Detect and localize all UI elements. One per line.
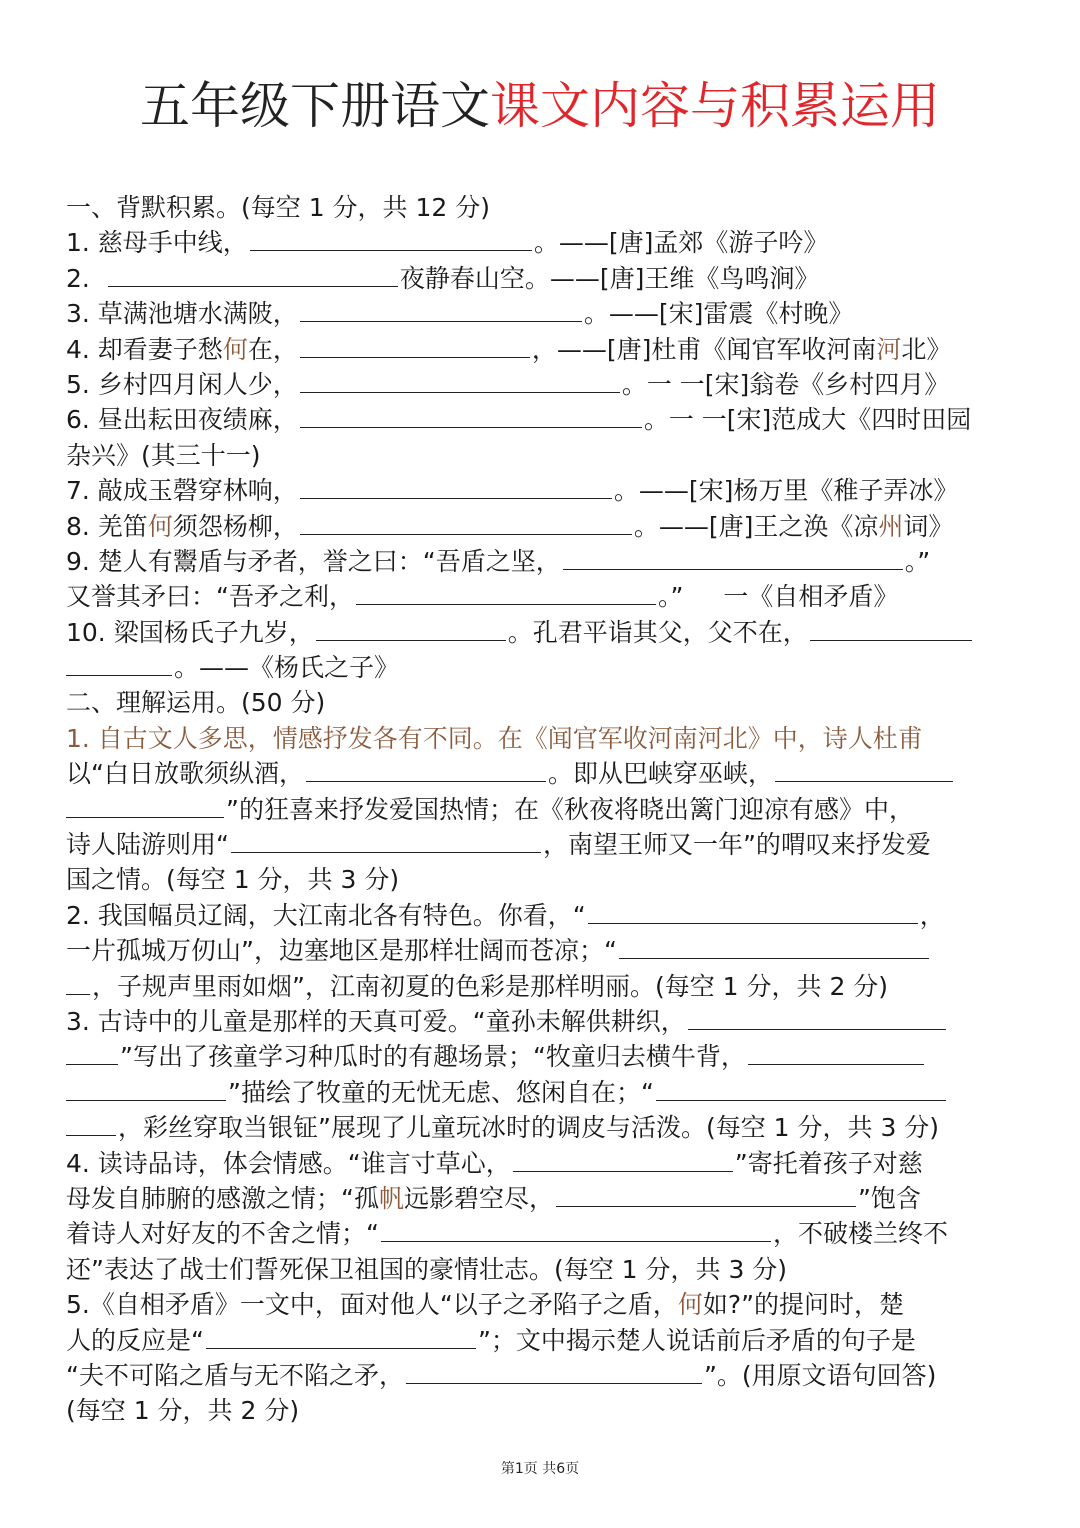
title-part-black: 五年级下册语文 bbox=[140, 77, 490, 135]
question-10: 10. 梁国杨氏子九岁， 。孔君平诣其父，父不在， bbox=[66, 615, 1018, 650]
answer-blank[interactable] bbox=[619, 934, 929, 959]
answer-blank[interactable] bbox=[66, 1076, 226, 1101]
answer-blank[interactable] bbox=[688, 1005, 946, 1030]
answer-blank[interactable] bbox=[513, 1147, 733, 1172]
part-5-line-3: “夫不可陷之盾与无不陷之矛， ”。(用原文语句回答) bbox=[66, 1360, 937, 1390]
answer-blank[interactable] bbox=[381, 1217, 771, 1242]
part-1-line-1: 1. 自古文人多思，情感抒发各有不同。在《闻官军收河南河北》中，诗人杜甫 bbox=[66, 723, 923, 753]
section-1-header: 一、背默积累。(每空 1 分，共 12 分) bbox=[66, 193, 491, 222]
answer-blank[interactable] bbox=[810, 616, 972, 641]
question-2: 2. 夜静春山空。——[唐]王维《鸟鸣涧》 bbox=[66, 263, 820, 293]
section-2-header: 二、理解运用。(50 分) bbox=[66, 688, 326, 718]
part-1-line-4: 诗人陆游则用“ ，南望王师又一年”的喟叹来抒发爱 bbox=[66, 830, 931, 860]
question-9: 9. 楚人有鬻盾与矛者，誉之曰：“吾盾之坚， 。” bbox=[66, 546, 931, 576]
answer-blank[interactable] bbox=[66, 970, 90, 995]
part-5-line-4: (每空 1 分，共 2 分) bbox=[66, 1396, 300, 1426]
answer-blank[interactable] bbox=[108, 262, 398, 287]
part-3-line-4: ，彩丝穿取当银钲”展现了儿童玩冰时的调皮与活泼。(每空 1 分，共 3 分) bbox=[66, 1110, 1018, 1145]
question-6-continued: 杂兴》(其三十一) bbox=[66, 440, 261, 470]
question-3: 3. 草满池塘水满陂， 。——[宋]雷震《村晚》 bbox=[66, 299, 854, 329]
page-title bbox=[0, 72, 1080, 140]
part-3-line-2: ”写出了孩童学习种瓜时的有趣场景；“牧童归去横牛背， bbox=[66, 1039, 1018, 1074]
answer-blank[interactable] bbox=[588, 899, 918, 924]
answer-blank[interactable] bbox=[300, 333, 530, 358]
answer-blank[interactable] bbox=[66, 1040, 118, 1065]
answer-blank[interactable] bbox=[66, 1111, 116, 1136]
answer-blank[interactable] bbox=[563, 545, 903, 570]
answer-blank[interactable] bbox=[406, 1359, 702, 1384]
title-part-red: 课文内容与积累运用 bbox=[490, 77, 940, 135]
answer-blank[interactable] bbox=[66, 651, 172, 676]
answer-blank[interactable] bbox=[206, 1324, 476, 1349]
answer-blank[interactable] bbox=[300, 368, 620, 393]
part-5-line-2: 人的反应是“ ”；文中揭示楚人说话前后矛盾的句子是 bbox=[66, 1325, 916, 1355]
part-3-line-1: 3. 古诗中的儿童是那样的天真可爱。“童孙未解供耕织， bbox=[66, 1004, 1018, 1039]
part-1-line-3: ”的狂喜来抒发爱国热情；在《秋夜将晓出篱门迎凉有感》中， bbox=[66, 792, 1018, 827]
question-6: 6. 昼出耘田夜绩麻， 。一 一[宋]范成大《四时田园 bbox=[66, 405, 972, 435]
part-4-line-3: 着诗人对好友的不舍之情；“ ，不破楼兰终不 bbox=[66, 1219, 948, 1249]
answer-blank[interactable] bbox=[300, 403, 642, 428]
part-4-line-1: 4. 读诗品诗，体会情感。“谁言寸草心， ”寄托着孩子对慈 bbox=[66, 1148, 923, 1178]
question-9-continued: 又誉其矛曰：“吾矛之利， 。” 一《自相矛盾》 bbox=[66, 582, 899, 612]
part-2-line-3: ，子规声里雨如烟”，江南初夏的色彩是那样明丽。(每空 1 分，共 2 分) bbox=[66, 969, 1018, 1004]
part-1-line-2: 以“白日放歌须纵酒， 。即从巴峡穿巫峡， bbox=[66, 756, 1018, 791]
answer-blank[interactable] bbox=[300, 474, 612, 499]
answer-blank[interactable] bbox=[356, 580, 656, 605]
question-5: 5. 乡村四月闲人少， 。一 一[宋]翁卷《乡村四月》 bbox=[66, 369, 950, 399]
question-1: 1. 慈母手中线， 。——[唐]孟郊《游子吟》 bbox=[66, 228, 829, 258]
part-5-line-1: 5.《自相矛盾》一文中，面对他人“以子之矛陷子之盾，何如?”的提问时，楚 bbox=[66, 1290, 905, 1320]
worksheet-content bbox=[66, 190, 1018, 1429]
answer-blank[interactable] bbox=[231, 828, 541, 853]
answer-blank[interactable] bbox=[556, 1182, 856, 1207]
answer-blank[interactable] bbox=[300, 297, 582, 322]
answer-blank[interactable] bbox=[306, 757, 546, 782]
answer-blank[interactable] bbox=[775, 757, 953, 782]
part-4-line-4: 还”表达了战士们誓死保卫祖国的豪情壮志。(每空 1 分，共 3 分) bbox=[66, 1254, 788, 1284]
question-7: 7. 敲成玉磬穿林响， 。——[宋]杨万里《稚子弄冰》 bbox=[66, 476, 959, 506]
page-number: 第1页 共6页 bbox=[500, 1461, 580, 1477]
answer-blank[interactable] bbox=[316, 616, 506, 641]
part-1-line-5: 国之情。(每空 1 分，共 3 分) bbox=[66, 865, 400, 895]
answer-blank[interactable] bbox=[66, 793, 224, 818]
question-10-continued: 。——《杨氏之子》 bbox=[66, 650, 1018, 685]
answer-blank[interactable] bbox=[656, 1076, 946, 1101]
part-3-line-3: ”描绘了牧童的无忧无虑、悠闲自在；“ bbox=[66, 1075, 1018, 1110]
part-2-line-2: 一片孤城万仞山”，边塞地区是那样壮阔而苍凉；“ bbox=[66, 933, 1018, 968]
part-2-line-1: 2. 我国幅员辽阔，大江南北各有特色。你看，“ ， bbox=[66, 900, 945, 930]
question-8: 8. 羌笛何须怨杨柳， 。——[唐]王之涣《凉州词》 bbox=[66, 511, 954, 541]
answer-blank[interactable] bbox=[748, 1040, 924, 1065]
question-4: 4. 却看妻子愁何在， ，——[唐]杜甫《闻官军收河南河北》 bbox=[66, 334, 952, 364]
answer-blank[interactable] bbox=[300, 510, 632, 535]
part-4-line-2: 母发自肺腑的感激之情；“孤帆远影碧空尽， ”饱含 bbox=[66, 1183, 921, 1213]
answer-blank[interactable] bbox=[250, 226, 532, 251]
